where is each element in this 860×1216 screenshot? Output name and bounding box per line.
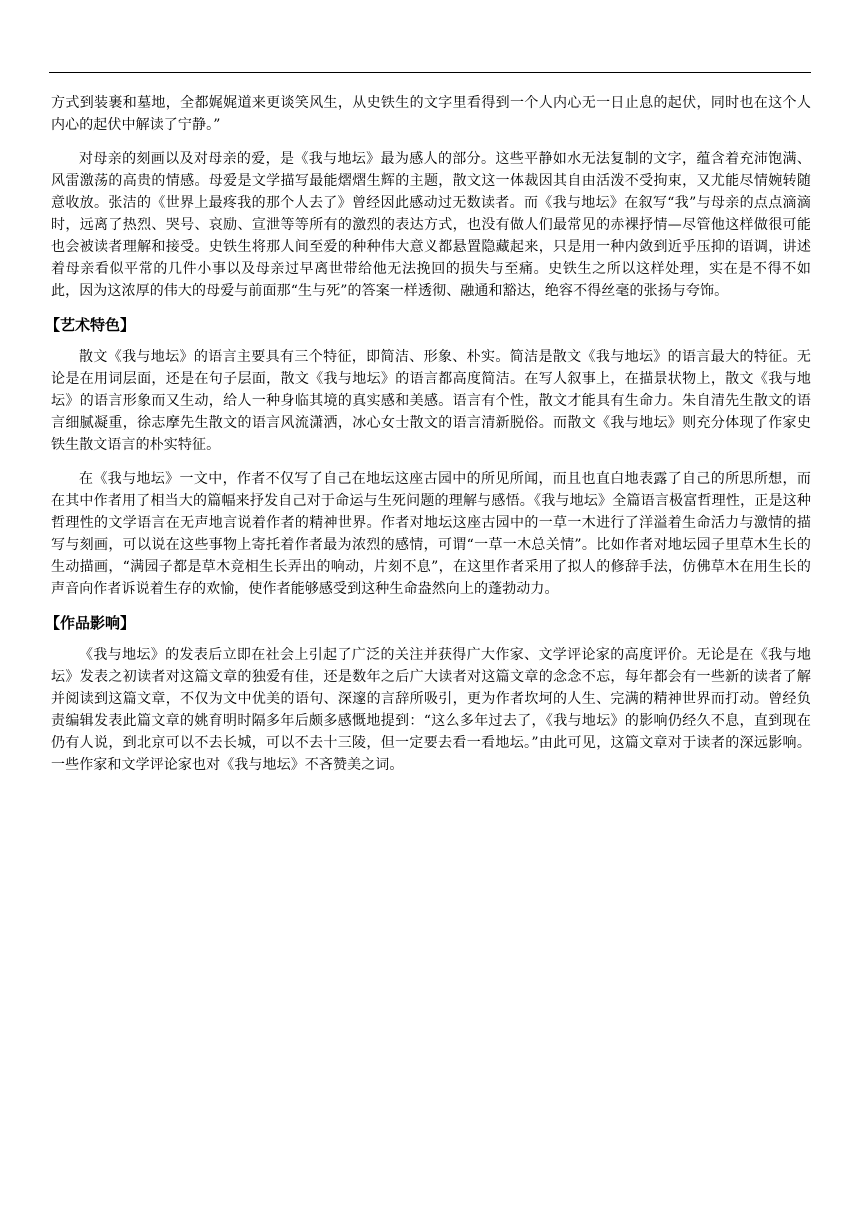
art-paragraph-2: 在《我与地坛》一文中，作者不仅写了自己在地坛这座古园中的所见所闻，而且也直白地表露了自己的所思所想，而在其中作者用了相当大的篇幅来抒发自己对于命运与生死问题的理解与感悟。《我与地坛》全篇语言极富哲理性，正是这种哲理性的文学语言在无声地言说着作者的精神世界。作者对地坛这座古园中的一草一木进行了洋溢着生命活力与激情的描写与刻画，可以说在这些事物上寄托着作者最为浓烈的感情，可谓“一草一木总关情”。比如作者对地坛园子里草木生长的生动描画，“满园子都是草木竞相生长弄出的响动，片刻不息”，在这里作者采用了拟人的修辞手法，仿佛草木在用生长的声音向作者诉说着生存的欢愉，使作者能够感受到这种生命盎然向上的蓬勃动力。: [51, 471, 811, 597]
document-body: [45, 92, 811, 788]
art-paragraph-1: 散文《我与地坛》的语言主要具有三个特征，即简洁、形象、朴实。简洁是散文《我与地坛》的语言最大的特征。无论是在用词层面，还是在句子层面，散文《我与地坛》的语言都高度简洁。在写人叙事上，在描景状物上，散文《我与地坛》的语言形象而又生动，给人一种身临其境的真实感和美感。语言有个性，散文才能具有生命力。朱自清先生散文的语言细腻凝重，徐志摩先生散文的语言风流潇洒，冰心女士散文的语言清新脱俗。而散文《我与地坛》则充分体现了作家史铁生散文语言的朴实特征。: [51, 349, 811, 453]
mother-paragraph: 对母亲的刻画以及对母亲的爱，是《我与地坛》最为感人的部分。这些平静如水无法复制的文字，蕴含着充沛饱满、风雷激荡的高贵的情感。母爱是文学描写最能熠熠生辉的主题，散文这一体裁因其自由活泼不受拘束，又尤能尽情婉转随意收放。张洁的《世界上最疼我的那个人去了》曾经因此感动过无数读者。而《我与地坛》在叙写“我”与母亲的点点滴滴时，远离了热烈、哭号、哀励、宣泄等等所有的激烈的表达方式，也没有做人们最常见的赤裸抒情—尽管他这样做很可能也会被读者理解和接受。史铁生将那人间至爱的种种伟大意义都悬置隐藏起来，只是用一种内敛到近乎压抑的语调，讲述着母亲看似平常的几件小事以及母亲过早离世带给他无法挽回的损失与至痛。史铁生之所以这样处理，实在是不得不如此，因为这浓厚的伟大的母爱与前面那“生与死”的答案一样透彻、融通和豁达，绝容不得丝毫的张扬与夸饰。: [51, 151, 811, 299]
header-rule: [49, 72, 811, 73]
continuation-paragraph: 方式到装裹和墓地，全都娓娓道来更谈笑风生，从史铁生的文字里看得到一个人内心无一日止息的起伏，同时也在这个人内心的起伏中解读了宁静。”: [51, 95, 811, 133]
section-heading-influence: 【作品影响】: [45, 614, 136, 632]
influence-paragraph: 《我与地坛》的发表后立即在社会上引起了广泛的关注并获得广大作家、文学评论家的高度评价。无论是在《我与地坛》发表之初读者对这篇文章的独爱有佳，还是数年之后广大读者对这篇文章的念念不忘，每年都会有一些新的读者了解并阅读到这篇文章，不仅为文中优美的语句、深邃的言辞所吸引，更为作者坎坷的人生、完满的精神世界而打动。曾经负责编辑发表此篇文章的姚育明时隔多年后颇多感慨地提到：“这么多年过去了，《我与地坛》的影响仍经久不息，直到现在仍有人说，到北京可以不去长城，可以不去十三陵，但一定要去看一看地坛。”由此可见，这篇文章对于读者的深远影响。一些作家和文学评论家也对《我与地坛》不吝赞美之词。: [51, 647, 811, 773]
section-heading-art: 【艺术特色】: [45, 316, 136, 334]
